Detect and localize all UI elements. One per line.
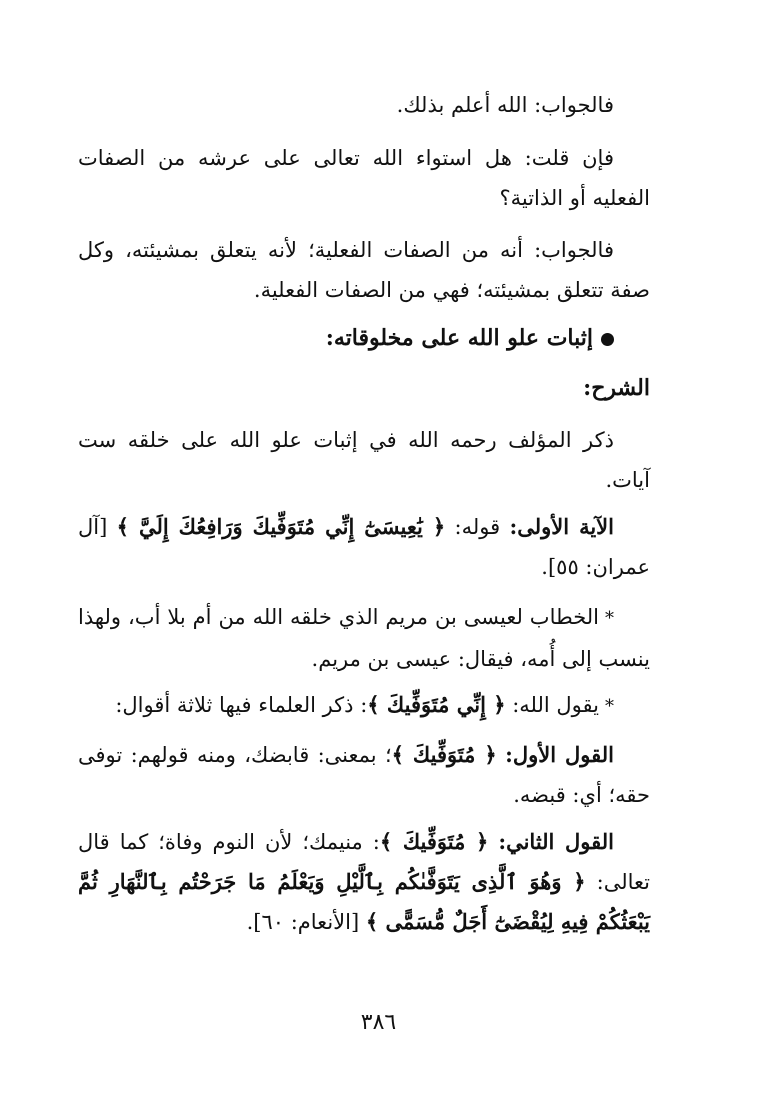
address-text: الخطاب لعيسى بن مريم الذي خلقه الله من أم بلا أب، ولهذا ينسب إلى أُمه، فيقال: عيسى بن مريم. [78,605,650,671]
sayings-paragraph [78,685,650,727]
answer-text-2: فالجواب: أنه من الصفات الفعلية؛ لأنه يتعلق بمشيئته، وكل صفة تتعلق بمشيئته؛ فهي من الصفات الفعلية. [78,238,650,302]
second-opinion-label: القول الثاني: [498,829,615,854]
first-verse-label: الآية الأولى: [509,514,614,539]
first-opinion-quran: ﴿ مُتَوَفِّيكَ ﴾ [391,742,497,767]
intro-text: ذكر المؤلف رحمه الله في إثبات علو الله على خلقه ست آيات. [78,428,650,492]
section-heading [78,318,650,358]
first-verse-intro: قوله: [454,515,501,539]
section-heading-text: إثبات علو الله على مخلوقاته: [325,325,593,351]
sayings-quran: ﴿ إِنِّي مُتَوَفِّيكَ ﴾ [367,692,506,717]
asterisk-marker: * [605,696,614,717]
second-opinion-paragraph [78,822,650,942]
answer-paragraph-2 [78,230,650,310]
address-paragraph [78,597,650,679]
asterisk-marker: * [605,608,614,629]
first-opinion-label: القول الأول: [505,742,614,767]
first-opinion-paragraph [78,735,650,815]
first-verse-reference: [آل عمران: ٥٥]. [78,515,650,579]
sharh-text: الشرح: [583,375,650,401]
first-verse-paragraph [78,507,650,587]
second-opinion-text: : منيمك؛ لأن النوم وفاة؛ كما قال تعالى: [78,830,650,894]
anam-verse-quran: ﴿ وَهُوَ ٱلَّذِى يَتَوَفَّىٰكُم بِٱلَّيْلِ وَيَعْلَمُ مَا جَرَحْتُم بِٱلنَّهَارِ ثُمَّ يَبْعَثُكُمْ فِيهِ لِيُقْضَىٰٓ أَجَلٌ مُّسَمًّى ﴾ [78,869,650,934]
second-opinion-quran: ﴿ مُتَوَفِّيكَ ﴾ [379,829,489,854]
question-text: فإن قلت: هل استواء الله تعالى على عرشه من الصفات الفعليه أو الذاتية؟ [78,146,650,210]
bullet-icon [601,333,614,346]
answer-text-1: فالجواب: الله أعلم بذلك. [396,93,614,117]
page-number: ٣٨٦ [360,1010,397,1035]
first-verse-quran: ﴿ يَٰعِيسَىٰٓ إِنِّي مُتَوَفِّيكَ وَرَافِعُكَ إِلَيَّ ﴾ [116,514,446,539]
sayings-intro: يقول الله: [512,693,599,717]
answer-paragraph-1 [78,85,650,125]
first-opinion-text: ؛ بمعنى: قابضك، ومنه قولهم: توفى حقه؛ أي: قبضه. [78,743,650,807]
sayings-text: : ذكر العلماء فيها ثلاثة أقوال: [115,693,368,717]
intro-paragraph [78,420,650,500]
question-paragraph [78,138,650,218]
sharh-heading [78,368,650,408]
anam-verse-reference: [الأنعام: ٦٠]. [246,910,360,934]
